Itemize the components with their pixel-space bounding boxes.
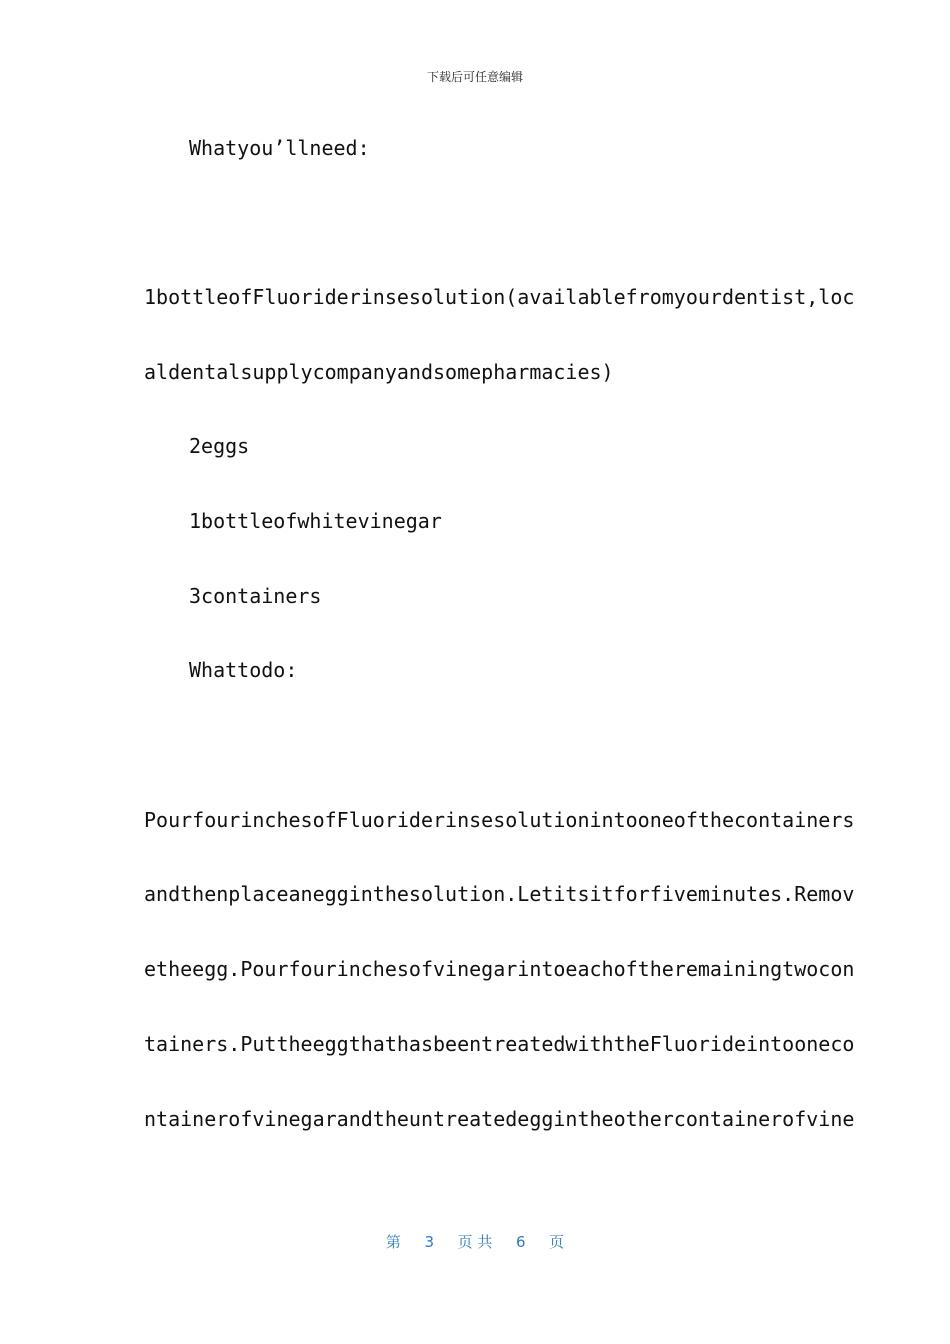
body-line-1: Whatyou’llneed: — [189, 136, 370, 160]
body-line-10: etheegg.Pourfourinchesofvinegarintoeachoftheremainingtwocon — [144, 957, 855, 981]
body-line-7: Whattodo: — [189, 658, 298, 682]
page-label-prefix: 第 — [385, 1233, 401, 1251]
body-line-8: PourfourinchesofFluoriderinsesolutionintooneofthecontainers — [144, 808, 855, 832]
body-line-11: tainers.PuttheeggthathasbeentreatedwiththeFluorideintooneco — [144, 1032, 855, 1056]
page-label-mid: 页 共 — [457, 1233, 493, 1251]
page-label-suffix: 页 — [549, 1233, 565, 1251]
body-line-2: 1bottleofFluoriderinsesolution(availablefromyourdentist,loc — [144, 285, 855, 309]
current-page-number: 3 — [424, 1233, 435, 1251]
body-line-4: 2eggs — [189, 434, 250, 458]
body-line-12: ntainerofvinegarandtheuntreatedeggintheothercontainerofvine — [144, 1107, 855, 1131]
header-note: 下载后可任意编辑 — [426, 70, 523, 84]
body-line-5: 1bottleofwhitevinegar — [189, 509, 442, 533]
page-footer — [0, 1231, 950, 1252]
total-pages-number: 6 — [515, 1233, 526, 1251]
body-line-6: 3containers — [189, 584, 322, 608]
body-line-3: aldentalsupplycompanyandsomepharmacies) — [144, 360, 614, 384]
body-line-9: andthenplaceanegginthesolution.Letitsitforfiveminutes.Remov — [144, 882, 855, 906]
